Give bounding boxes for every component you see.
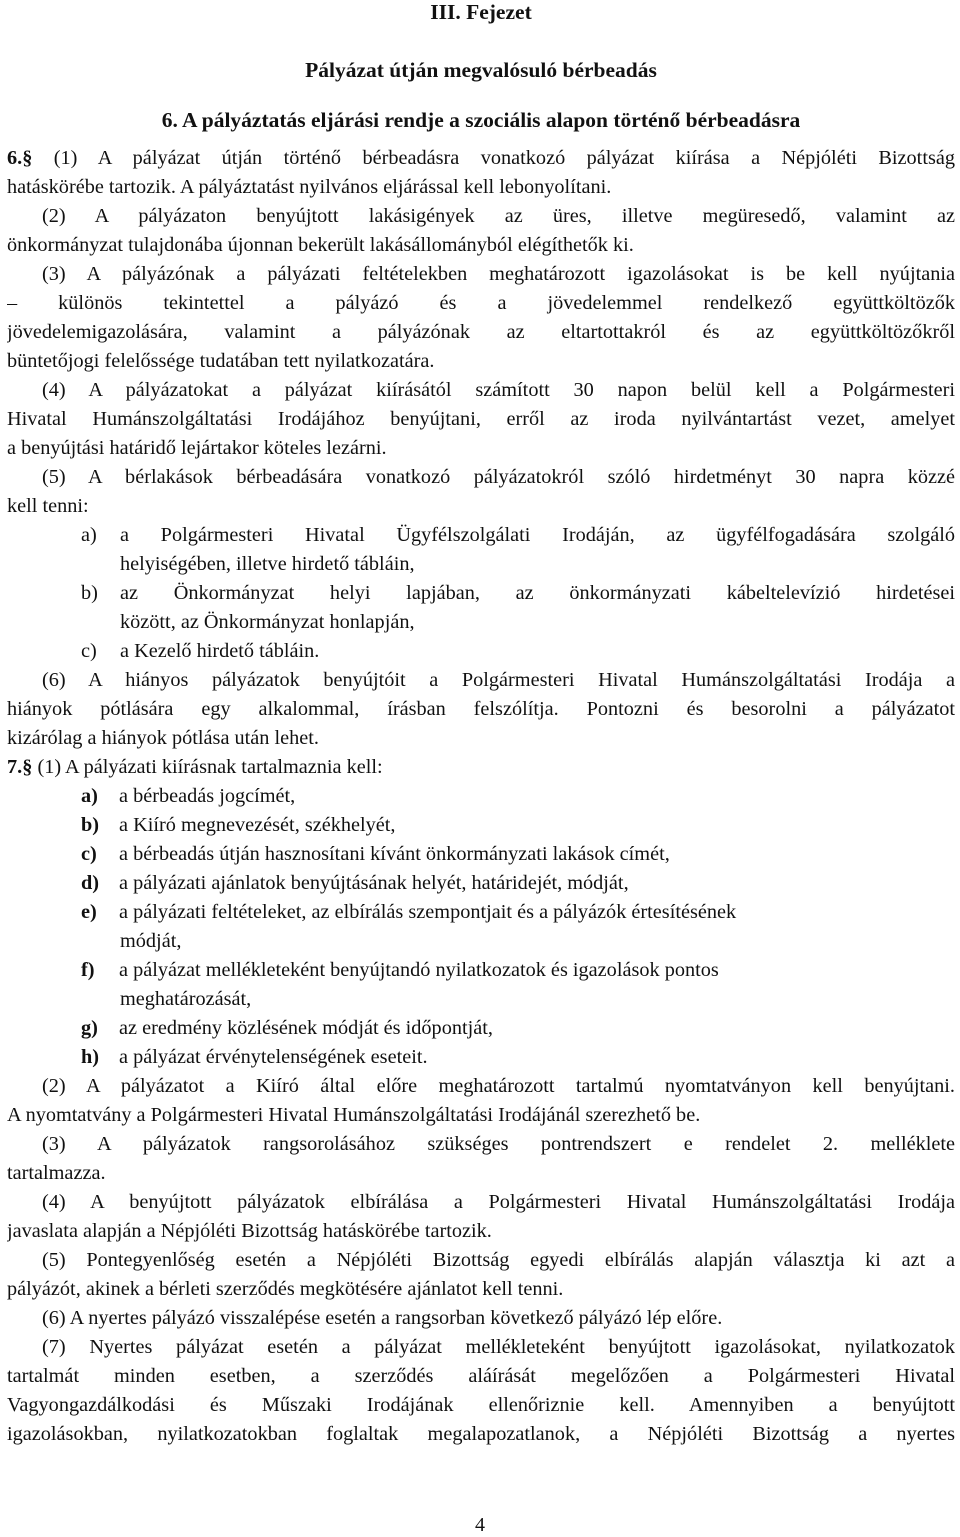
list-letter: b) — [81, 582, 98, 604]
s6-p5-line: (5) A bérlakások bérbeadására vonatkozó pályázatokról szóló hirdetményt 30 napra közzé — [42, 466, 955, 488]
s7-p7-line: Vagyongazdálkodási és Műszaki Irodájának ellenőriznie kell. Amennyiben a benyújtott — [7, 1394, 955, 1416]
list-letter: h) — [81, 1046, 100, 1068]
document-page — [7, 0, 955, 1449]
s6-p3-line: büntetőjogi felelőssége tudatában tett nyilatkozatára. — [7, 350, 435, 372]
list-letter: c) — [81, 843, 97, 865]
s7-p5-line: pályázót, akinek a bérleti szerződés megkötésére ajánlatot kell tenni. — [7, 1278, 564, 1300]
section-number: 7. — [7, 756, 23, 778]
list-letter: a) — [81, 785, 98, 807]
list-item: g) az eredmény közlésének módját és időpontját, — [7, 1014, 955, 1043]
s6-p1-line: hatáskörébe tartozik. A pályáztatást nyilvános eljárással kell lebonyolítani. — [7, 176, 612, 198]
s7-p4-line: (4) A benyújtott pályázatok elbírálása a Polgármesteri Hivatal Humánszolgáltatási Irodája — [42, 1191, 955, 1213]
s6-p4-line: (4) A pályázatokat a pályázat kiírásától számított 30 napon belül kell a Polgármesteri — [42, 379, 955, 401]
s7-p3-line: (3) A pályázatok rangsorolásához szükséges pontrendszert e rendelet 2. melléklete — [42, 1133, 955, 1155]
section-number: 6. — [7, 147, 23, 169]
s6-p5-line: kell tenni: — [7, 495, 89, 517]
list-letter: d) — [81, 872, 100, 894]
list-letter: b) — [81, 814, 100, 836]
s7-p7-line: tartalmát minden esetben, a szerződés aláírását megelőzően a Polgármesteri Hivatal — [7, 1365, 955, 1387]
section-sign: § — [22, 756, 33, 778]
s6-p3-line: (3) A pályázónak a pályázati feltételekben meghatározott igazolásokat is be kell nyújtania — [42, 263, 955, 285]
list-letter: e) — [81, 901, 97, 923]
list-item: a) a bérbeadás jogcímét, — [7, 782, 955, 811]
chapter-heading: III. Fejezet — [430, 0, 532, 24]
s6-p6-line: (6) A hiányos pályázatok benyújtóit a Polgármesteri Hivatal Humánszolgáltatási Irodája a — [42, 669, 955, 691]
list-letter: c) — [81, 640, 97, 662]
chapter-title: Pályázat útján megvalósuló bérbeadás — [305, 58, 657, 82]
list-letter: f) — [81, 959, 95, 981]
list-letter: g) — [81, 1017, 98, 1039]
list-item-continuation: között, az Önkormányzat honlapján, — [120, 611, 415, 633]
s7-p4-line: javaslata alapján a Népjóléti Bizottság hatáskörébe tartozik. — [7, 1220, 492, 1242]
s6-p4-line: Hivatal Humánszolgáltatási Irodájához benyújtani, erről az iroda nyilvántartást vezet, amelyet — [7, 408, 955, 430]
s6-p2-line: önkormányzat tulajdonába újonnan bekerült lakásállományból elégíthetők ki. — [7, 234, 634, 256]
list-item: a) a Polgármesteri Hivatal Ügyfélszolgálati Irodáján, az ügyfélfogadására szolgáló — [7, 521, 955, 550]
list-item: c) a Kezelő hirdető tábláin. — [7, 637, 955, 666]
s7-p2-line: A nyomtatvány a Polgármesteri Hivatal Humánszolgáltatási Irodájánál szerezhető be. — [7, 1104, 701, 1126]
s7-p7-line: (7) Nyertes pályázat esetén a pályázat mellékleteként benyújtott igazolásokat, nyilatkozatok — [42, 1336, 955, 1358]
list-item: c) a bérbeadás útján hasznosítani kívánt önkormányzati lakások címét, — [7, 840, 955, 869]
s7-p2-line: (2) A pályázatot a Kiíró által előre meghatározott tartalmú nyomtatványon kell benyújtani. — [42, 1075, 955, 1097]
s6-p3-line: – különös tekintettel a pályázó és a jövedelemmel rendelkező együttköltözők — [7, 292, 955, 314]
s7-p7-line: igazolásokban, nyilatkozatokban foglaltak megalapozatlanok, a Népjóléti Bizottság a nyertes — [7, 1423, 955, 1445]
list-item: h) a pályázat érvénytelenségének eseteit. — [7, 1043, 955, 1072]
list-item: b) az Önkormányzat helyi lapjában, az önkormányzati kábeltelevízió hirdetései — [7, 579, 955, 608]
s6-p2-line: (2) A pályázaton benyújtott lakásigények az üres, illetve megüresedő, valamint az — [42, 205, 955, 227]
s6-p4-line: a benyújtási határidő lejártakor köteles lezárni. — [7, 437, 387, 459]
list-item-continuation: módját, — [120, 930, 182, 952]
s6-p6-line: kizárólag a hiányok pótlása után lehet. — [7, 727, 319, 749]
s7-p5-line: (5) Pontegyenlőség esetén a Népjóléti Bizottság egyedi elbírálás alapján választja ki azt a — [42, 1249, 955, 1271]
list-item: d) a pályázati ajánlatok benyújtásának helyét, határidejét, módját, — [7, 869, 955, 898]
list-item: b) a Kiíró megnevezését, székhelyét, — [7, 811, 955, 840]
s6-p1-line: 6.§ (1) A pályázat útján történő bérbeadásra vonatkozó pályázat kiírása a Népjóléti Bizottság — [7, 147, 955, 169]
page-number: 4 — [475, 1514, 485, 1536]
s7-p6-line: (6) A nyertes pályázó visszalépése esetén a rangsorban következő pályázó lép előre. — [42, 1307, 723, 1329]
list-item-continuation: meghatározását, — [120, 988, 252, 1010]
list-item: f) a pályázat mellékleteként benyújtandó nyilatkozatok és igazolások pontos — [7, 956, 955, 985]
list-item: e) a pályázati feltételeket, az elbírálás szempontjait és a pályázók értesítésének — [7, 898, 955, 927]
s7-p1-line: 7.§ (1) A pályázati kiírásnak tartalmaznia kell: — [7, 756, 383, 778]
section-sign: § — [22, 147, 33, 169]
s6-p3-line: jövedelemigazolására, valamint a pályázónak az eltartottakról és az együttköltözőkről — [7, 321, 955, 343]
list-letter: a) — [81, 524, 97, 546]
section-heading: 6. A pályáztatás eljárási rendje a szociális alapon történő bérbeadásra — [161, 108, 801, 132]
list-item-continuation: helyiségében, illetve hirdető tábláin, — [120, 553, 415, 575]
s6-p6-line: hiányok pótlására egy alkalommal, írásban felszólítja. Pontozni és besorolni a pályázatot — [7, 698, 955, 720]
s7-p3-line: tartalmazza. — [7, 1162, 106, 1184]
